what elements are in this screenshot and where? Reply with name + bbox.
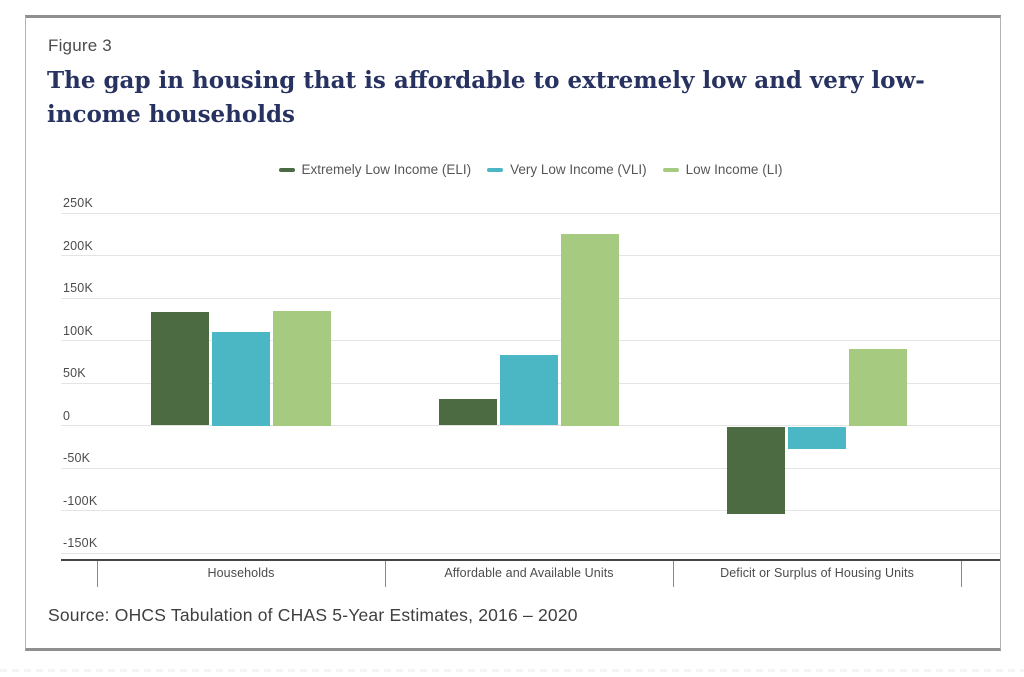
y-axis-tick--100K: -100K bbox=[63, 493, 98, 508]
y-axis-tick-100K: 100K bbox=[63, 323, 93, 338]
y-axis-tick-50K: 50K bbox=[63, 366, 86, 380]
legend-swatch-vli-icon bbox=[487, 168, 503, 172]
legend-swatch-eli-icon bbox=[279, 168, 295, 172]
chart-legend bbox=[61, 162, 1000, 177]
legend-item-li bbox=[663, 162, 783, 177]
y-axis-tick-200K: 200K bbox=[63, 238, 93, 253]
y-axis-tick-150K: 150K bbox=[63, 281, 93, 295]
figure-label: Figure 3 bbox=[48, 36, 112, 55]
x-axis-category-2: Deficit or Surplus of Housing Units bbox=[720, 566, 914, 580]
legend-swatch-li-icon bbox=[663, 168, 679, 172]
y-axis-tick--50K: -50K bbox=[63, 451, 91, 465]
y-axis-tick-0: 0 bbox=[63, 408, 71, 423]
y-axis-tick--150K: -150K bbox=[63, 536, 98, 550]
source-attribution: Source: OHCS Tabulation of CHAS 5-Year Estimates, 2016 – 2020 bbox=[48, 605, 578, 625]
legend-label-li: Low Income (LI) bbox=[685, 162, 783, 177]
chart-title-line-2: income households bbox=[47, 101, 295, 128]
x-axis-category-0: Households bbox=[207, 566, 275, 580]
legend-label-vli: Very Low Income (VLI) bbox=[510, 162, 647, 177]
chart-title-line-1: The gap in housing that is affordable to extremely low and very low- bbox=[47, 67, 925, 94]
x-axis-category-1: Affordable and Available Units bbox=[444, 566, 614, 580]
y-axis-tick-250K: 250K bbox=[63, 196, 93, 210]
legend-item-eli bbox=[279, 162, 472, 177]
scan-artifact-row bbox=[0, 669, 1024, 672]
legend-item-vli bbox=[487, 162, 647, 177]
chart-title bbox=[47, 64, 925, 132]
legend-label-eli: Extremely Low Income (ELI) bbox=[301, 162, 472, 177]
